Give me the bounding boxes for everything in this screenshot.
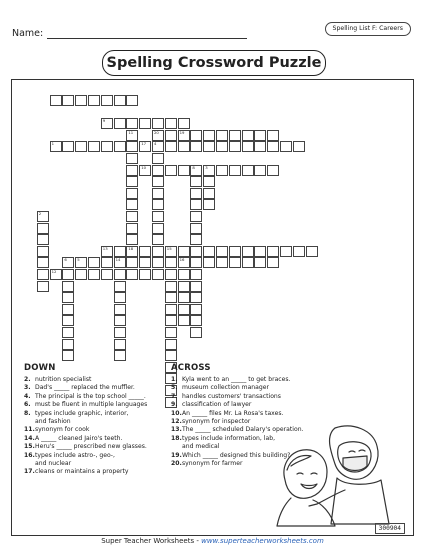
crossword-cell[interactable] <box>50 95 62 106</box>
crossword-cell[interactable] <box>229 141 241 152</box>
crossword-cell[interactable] <box>126 269 138 280</box>
crossword-cell[interactable] <box>203 246 215 257</box>
crossword-cell[interactable] <box>152 118 164 129</box>
clue-text: An _____ files Mr. La Rosa's taxes. <box>182 409 284 417</box>
crossword-cell[interactable] <box>152 165 164 176</box>
clue-number: 10. <box>171 409 182 417</box>
crossword-cell[interactable] <box>165 339 177 350</box>
clue-number: 19. <box>171 451 182 459</box>
crossword-cell[interactable] <box>114 292 126 303</box>
clue-text: must be fluent in multiple languages <box>35 401 148 409</box>
crossword-cell[interactable] <box>37 246 49 257</box>
down-clue <box>24 401 174 409</box>
crossword-cell[interactable] <box>280 141 292 152</box>
crossword-cell[interactable] <box>139 246 151 257</box>
crossword-cell[interactable] <box>242 165 254 176</box>
down-clue <box>24 410 174 427</box>
clue-number: 20 <box>154 129 159 135</box>
crossword-cell[interactable] <box>242 246 254 257</box>
clue-number: 13. <box>171 426 182 434</box>
crossword-cell[interactable] <box>267 141 279 152</box>
crossword-cell[interactable] <box>101 141 113 152</box>
crossword-cell[interactable] <box>216 165 228 176</box>
crossword-cell[interactable] <box>254 257 266 268</box>
crossword-cell[interactable] <box>165 130 177 141</box>
clue-number: 17. <box>24 468 35 476</box>
crossword-cell[interactable] <box>165 315 177 326</box>
crossword-cell[interactable] <box>178 304 190 315</box>
crossword-cell[interactable] <box>88 95 100 106</box>
clue-number: 15 <box>166 245 172 251</box>
clue-text: museum collection manager <box>182 384 270 392</box>
name-row <box>12 28 43 39</box>
crossword-cell[interactable] <box>190 130 202 141</box>
crossword-cell[interactable] <box>62 304 74 315</box>
crossword-cell[interactable] <box>254 130 266 141</box>
crossword-cell[interactable] <box>62 141 74 152</box>
dentist-illustration <box>275 420 395 530</box>
crossword-cell[interactable] <box>126 234 138 245</box>
crossword-cell[interactable] <box>229 130 241 141</box>
footer-url[interactable]: www.superteacherworksheets.com <box>201 537 324 545</box>
down-clue <box>24 384 174 392</box>
clue-number: 11 <box>128 129 134 135</box>
crossword-cell[interactable] <box>152 269 164 280</box>
crossword-cell[interactable] <box>62 269 74 280</box>
crossword-cell[interactable] <box>190 304 202 315</box>
crossword-cell[interactable] <box>126 199 138 210</box>
clue-number: 18 <box>128 245 134 251</box>
crossword-cell[interactable] <box>139 118 151 129</box>
footer <box>0 537 425 545</box>
clue-text: synonym for cook <box>35 426 90 434</box>
crossword-cell[interactable] <box>178 315 190 326</box>
crossword-cell[interactable] <box>306 246 318 257</box>
crossword-cell[interactable] <box>190 199 202 210</box>
crossword-cell[interactable] <box>190 165 202 176</box>
crossword-cell[interactable] <box>114 327 126 338</box>
clue-number: 4. <box>24 392 31 400</box>
crossword-cell[interactable] <box>190 281 202 292</box>
crossword-cell[interactable] <box>242 257 254 268</box>
crossword-cell[interactable] <box>190 211 202 222</box>
crossword-cell[interactable] <box>178 281 190 292</box>
clue-number: 11. <box>24 426 35 434</box>
crossword-cell[interactable] <box>114 257 126 268</box>
crossword-cell[interactable] <box>62 292 74 303</box>
crossword-cell[interactable] <box>293 141 305 152</box>
crossword-cell[interactable] <box>114 350 126 361</box>
crossword-cell[interactable] <box>190 141 202 152</box>
crossword-cell[interactable] <box>152 153 164 164</box>
crossword-cell[interactable] <box>203 257 215 268</box>
crossword-cell[interactable] <box>126 188 138 199</box>
crossword-cell[interactable] <box>62 281 74 292</box>
crossword-cell[interactable] <box>165 165 177 176</box>
crossword-cell[interactable] <box>37 234 49 245</box>
crossword-cell[interactable] <box>165 246 177 257</box>
crossword-cell[interactable] <box>62 257 74 268</box>
crossword-cell[interactable] <box>267 165 279 176</box>
clue-number: 12 <box>51 269 57 274</box>
crossword-cell[interactable] <box>152 211 164 222</box>
crossword-cell[interactable] <box>101 246 113 257</box>
across-clue <box>171 401 331 409</box>
crossword-cell[interactable] <box>203 176 215 187</box>
clue-number: 12. <box>171 418 182 426</box>
crossword-cell[interactable] <box>126 257 138 268</box>
crossword-cell[interactable] <box>152 176 164 187</box>
clue-number: 18. <box>171 434 182 442</box>
crossword-cell[interactable] <box>190 246 202 257</box>
crossword-cell[interactable] <box>190 234 202 245</box>
clue-text: synonym for inspector <box>182 418 251 426</box>
clue-number: 5 <box>77 257 80 263</box>
crossword-cell[interactable] <box>101 257 113 268</box>
crossword-cell[interactable] <box>152 141 164 152</box>
crossword-cell[interactable] <box>62 350 74 361</box>
clue-text: classification of lawyer <box>182 401 252 409</box>
crossword-cell[interactable] <box>190 257 202 268</box>
spelling-list-tag: Spelling List F: Careers <box>325 22 411 36</box>
clue-text: nutrition specialist <box>35 376 92 383</box>
clue-number: 10 <box>141 164 147 170</box>
clue-text: types include information, lab, and medical <box>182 434 276 451</box>
crossword-cell[interactable] <box>62 315 74 326</box>
crossword-cell[interactable] <box>126 211 138 222</box>
crossword-cell[interactable] <box>165 304 177 315</box>
crossword-cell[interactable] <box>152 234 164 245</box>
name-label: Name: <box>12 28 44 39</box>
clue-number: 19 <box>179 129 185 135</box>
crossword-cell[interactable] <box>126 118 138 129</box>
clue-number: 2. <box>24 376 31 383</box>
across-heading: ACROSS <box>171 363 211 373</box>
crossword-cell[interactable] <box>203 165 215 176</box>
crossword-cell[interactable] <box>280 246 292 257</box>
clue-number: 8 <box>192 164 195 170</box>
crossword-cell[interactable] <box>152 257 164 268</box>
crossword-cell[interactable] <box>190 269 202 280</box>
crossword-cell[interactable] <box>114 304 126 315</box>
crossword-cell[interactable] <box>203 130 215 141</box>
crossword-cell[interactable] <box>216 130 228 141</box>
crossword-cell[interactable] <box>139 269 151 280</box>
clue-text: types include graphic, interior, and fashion <box>35 409 129 426</box>
clue-number: 5. <box>171 384 178 392</box>
clue-number: 1. <box>171 376 178 383</box>
clue-text: synonym for farmer <box>182 460 243 468</box>
crossword-cell[interactable] <box>37 223 49 234</box>
crossword-cell[interactable] <box>37 211 49 222</box>
footer-brand: Super Teacher Worksheets - <box>101 537 202 545</box>
clue-text: A _____ cleaned Jairo's teeth. <box>35 434 123 442</box>
crossword-cell[interactable] <box>50 141 62 152</box>
clue-number: 6. <box>24 401 31 409</box>
crossword-cell[interactable] <box>88 141 100 152</box>
crossword-cell[interactable] <box>126 165 138 176</box>
down-clue <box>24 376 174 384</box>
crossword-cell[interactable] <box>114 269 126 280</box>
crossword-cell[interactable] <box>50 269 62 280</box>
crossword-cell[interactable] <box>267 130 279 141</box>
crossword-cell[interactable] <box>114 118 126 129</box>
clue-text: Dad's _____ replaced the muffler. <box>35 384 135 392</box>
clue-number: 7. <box>171 392 178 400</box>
clue-text: The _____ scheduled Dalary's operation. <box>182 426 304 434</box>
crossword-cell[interactable] <box>178 292 190 303</box>
crossword-cell[interactable] <box>178 165 190 176</box>
across-clue <box>171 410 331 418</box>
clue-number: 9. <box>171 401 178 409</box>
crossword-cell[interactable] <box>152 246 164 257</box>
crossword-cell[interactable] <box>165 269 177 280</box>
crossword-cell[interactable] <box>37 257 49 268</box>
crossword-cell[interactable] <box>229 246 241 257</box>
crossword-cell[interactable] <box>165 257 177 268</box>
crossword-cell[interactable] <box>190 292 202 303</box>
crossword-cell[interactable] <box>190 327 202 338</box>
crossword-cell[interactable] <box>139 141 151 152</box>
crossword-cell[interactable] <box>152 188 164 199</box>
crossword-cell[interactable] <box>152 199 164 210</box>
crossword-cell[interactable] <box>88 269 100 280</box>
clue-number: 16 <box>179 257 185 263</box>
crossword-cell[interactable] <box>114 95 126 106</box>
down-clue <box>24 443 174 451</box>
crossword-cell[interactable] <box>37 269 49 280</box>
worksheet-code: 300904 <box>375 523 405 534</box>
crossword-cell[interactable] <box>242 141 254 152</box>
crossword-cell[interactable] <box>126 130 138 141</box>
crossword-cell[interactable] <box>190 176 202 187</box>
crossword-cell[interactable] <box>62 327 74 338</box>
down-clue <box>24 452 174 469</box>
crossword-cell[interactable] <box>203 199 215 210</box>
crossword-cell[interactable] <box>101 269 113 280</box>
crossword-cell[interactable] <box>75 95 87 106</box>
crossword-cell[interactable] <box>178 257 190 268</box>
crossword-cell[interactable] <box>229 257 241 268</box>
crossword-cell[interactable] <box>254 246 266 257</box>
crossword-cell[interactable] <box>178 130 190 141</box>
crossword-cell[interactable] <box>114 246 126 257</box>
crossword-cell[interactable] <box>165 281 177 292</box>
down-clues <box>24 363 174 477</box>
clue-text: handles customers' transactions <box>182 392 281 400</box>
name-line[interactable] <box>47 38 247 39</box>
crossword-cell[interactable] <box>267 257 279 268</box>
across-clue <box>171 376 331 384</box>
clue-number: 3. <box>24 384 31 392</box>
crossword-cell[interactable] <box>126 141 138 152</box>
crossword-cell[interactable] <box>75 141 87 152</box>
crossword-cell[interactable] <box>126 95 138 106</box>
crossword-cell[interactable] <box>216 257 228 268</box>
crossword-cell[interactable] <box>242 130 254 141</box>
crossword-cell[interactable] <box>126 223 138 234</box>
down-heading: DOWN <box>24 363 56 373</box>
clue-number: 8. <box>24 409 31 417</box>
crossword-cell[interactable] <box>37 281 49 292</box>
crossword-cell[interactable] <box>152 130 164 141</box>
clue-number: 1 <box>51 141 55 147</box>
crossword-cell[interactable] <box>114 141 126 152</box>
clue-number: 6 <box>64 257 67 263</box>
crossword-cell[interactable] <box>126 246 138 257</box>
clue-text: Which _____ designed this building? <box>182 451 291 459</box>
crossword-cell[interactable] <box>190 315 202 326</box>
down-clue <box>24 426 174 434</box>
crossword-cell[interactable] <box>165 327 177 338</box>
down-clue <box>24 468 174 476</box>
clue-number: 15. <box>24 443 35 451</box>
crossword-cell[interactable] <box>114 315 126 326</box>
crossword-cell[interactable] <box>190 188 202 199</box>
crossword-cell[interactable] <box>216 141 228 152</box>
crossword-cell[interactable] <box>75 269 87 280</box>
crossword-cell[interactable] <box>126 153 138 164</box>
clue-number: 3 <box>205 164 208 170</box>
crossword-cell[interactable] <box>254 141 266 152</box>
clue-number: 14 <box>115 257 121 263</box>
crossword-cell[interactable] <box>101 95 113 106</box>
crossword-cell[interactable] <box>165 141 177 152</box>
crossword-cell[interactable] <box>178 118 190 129</box>
down-clue <box>24 435 174 443</box>
crossword-cell[interactable] <box>216 246 228 257</box>
crossword-cell[interactable] <box>152 223 164 234</box>
crossword-cell[interactable] <box>101 118 113 129</box>
crossword-cell[interactable] <box>190 223 202 234</box>
crossword-cell[interactable] <box>267 246 279 257</box>
clue-number: 17 <box>141 141 147 147</box>
crossword-cell[interactable] <box>165 350 177 361</box>
crossword-cell[interactable] <box>75 257 87 268</box>
clue-number: 16. <box>24 451 35 459</box>
crossword-cell[interactable] <box>254 165 266 176</box>
clue-number: 4 <box>154 141 157 147</box>
clue-text: Kyla went to an _____ to get braces. <box>182 376 291 383</box>
clue-text: cleans or maintains a property <box>35 468 129 476</box>
clue-text: types include astro-, geo-, and nuclear <box>35 451 115 468</box>
crossword-cell[interactable] <box>114 339 126 350</box>
clue-text: The principal is the top school _____. <box>35 392 146 400</box>
clue-number: 13 <box>102 245 108 251</box>
crossword-cell[interactable] <box>293 246 305 257</box>
crossword-cell[interactable] <box>203 188 215 199</box>
clue-number: 20. <box>171 460 182 468</box>
crossword-cell[interactable] <box>139 165 151 176</box>
page-title: Spelling Crossword Puzzle <box>102 50 326 76</box>
crossword-cell[interactable] <box>203 141 215 152</box>
clue-text: Heru's _____ prescribed new glasses. <box>35 443 147 451</box>
crossword-cell[interactable] <box>178 246 190 257</box>
crossword-cell[interactable] <box>114 281 126 292</box>
crossword-cell[interactable] <box>178 269 190 280</box>
crossword-cell[interactable] <box>88 257 100 268</box>
clue-number: 2 <box>38 211 42 216</box>
crossword-cell[interactable] <box>62 95 74 106</box>
crossword-cell[interactable] <box>178 141 190 152</box>
across-clue <box>171 393 331 401</box>
across-clue <box>171 384 331 392</box>
clue-number: 9 <box>102 118 106 124</box>
clue-number: 14. <box>24 434 35 442</box>
crossword-cell[interactable] <box>229 165 241 176</box>
crossword-cell[interactable] <box>139 257 151 268</box>
down-clue <box>24 393 174 401</box>
crossword-cell[interactable] <box>126 176 138 187</box>
crossword-cell[interactable] <box>62 339 74 350</box>
crossword-cell[interactable] <box>165 118 177 129</box>
crossword-cell[interactable] <box>165 292 177 303</box>
